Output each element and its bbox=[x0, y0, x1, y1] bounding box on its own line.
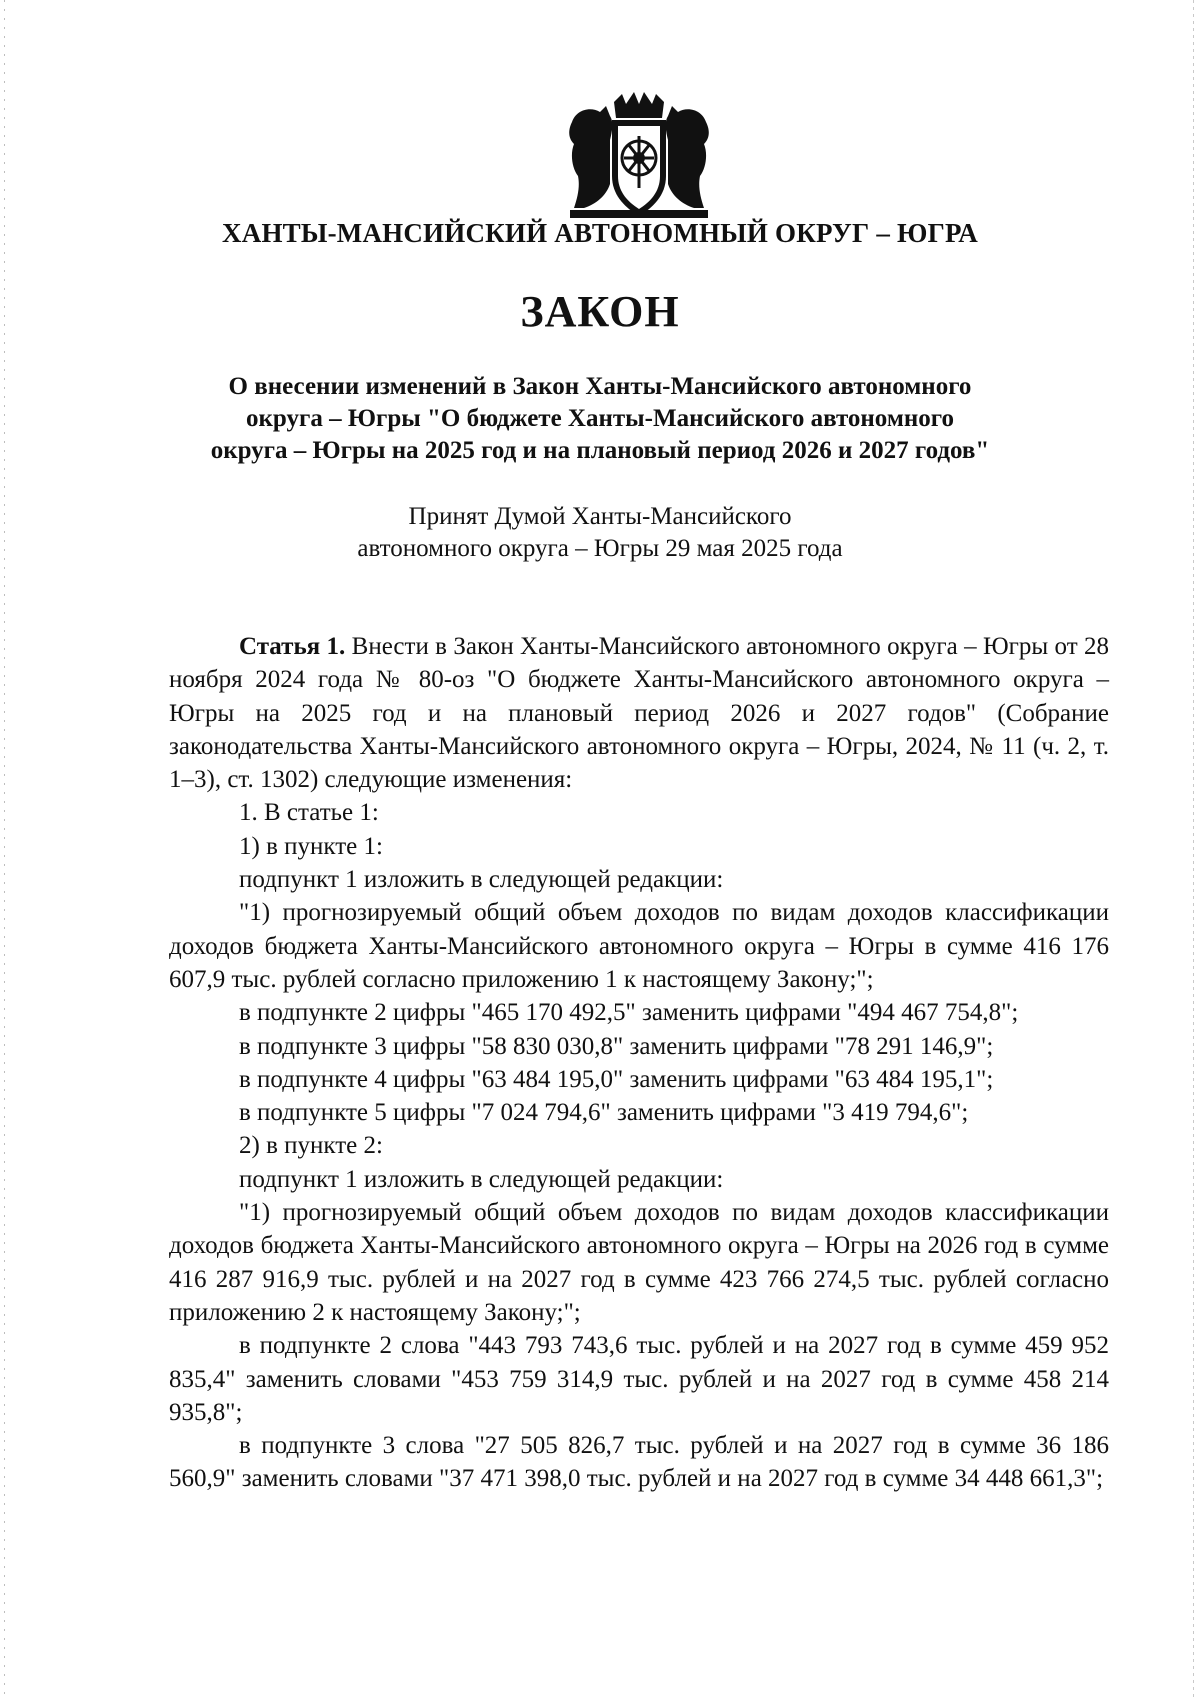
coat-of-arms-emblem bbox=[566, 92, 712, 220]
paragraph: в подпункте 4 цифры "63 484 195,0" заменить цифрами "63 484 195,1"; bbox=[239, 1065, 994, 1093]
paragraph: подпункт 1 изложить в следующей редакции: bbox=[239, 1165, 724, 1193]
article-intro-text: Внести в Закон Ханты-Мансийского автономного округа – Югры от 28 ноября 2024 года № 80-оз "О бюджете Ханты-Мансийского автономного округа – Югры на 2025 год и на плановый период 2026 и 2027 годов" (Собрание законодательства Ханты-Мансийского автономного округа – Югры, 2024, № 11 (ч. 2, т. 1–3), ст. 1302) следующие изменения: bbox=[169, 633, 1109, 794]
article-label: Статья 1. bbox=[239, 633, 346, 660]
scan-edge-left bbox=[4, 0, 5, 1698]
paragraph: 2) в пункте 2: bbox=[239, 1132, 383, 1160]
paragraph: в подпункте 3 слова "27 505 826,7 тыс. рублей и на 2027 год в сумме 36 186 560,9" заменить словами "37 471 398,0 тыс. рублей и на 2027 год в сумме 34 448 661,3"; bbox=[169, 1432, 1109, 1493]
document-type-heading: ЗАКОН bbox=[520, 287, 680, 336]
paragraph: в подпункте 2 цифры "465 170 492,5" заменить цифрами "494 467 754,8"; bbox=[239, 999, 1019, 1027]
paragraph: подпункт 1 изложить в следующей редакции: bbox=[239, 866, 724, 894]
article-1-intro bbox=[169, 630, 1109, 796]
adoption-note-line: Принят Думой Ханты-Мансийского bbox=[408, 503, 792, 530]
law-title-line: округа – Югры на 2025 год и на плановый период 2026 и 2027 годов" bbox=[210, 437, 990, 464]
paragraph: в подпункте 5 цифры "7 024 794,6" заменить цифрами "3 419 794,6"; bbox=[239, 1099, 969, 1127]
law-body bbox=[169, 630, 1109, 1496]
law-title-line: О внесении изменений в Закон Ханты-Мансийского автономного bbox=[228, 373, 972, 400]
scan-edge-right bbox=[1193, 0, 1194, 1698]
paragraph: 1) в пункте 1: bbox=[239, 832, 383, 860]
paragraph: 1. В статье 1: bbox=[239, 799, 379, 827]
adoption-note bbox=[0, 501, 1200, 565]
law-title-line: округа – Югры "О бюджете Ханты-Мансийского автономного bbox=[246, 405, 954, 432]
paragraph: "1) прогнозируемый общий объем доходов по видам доходов классификации доходов бюджета Ханты-Мансийского автономного округа – Югры на 2026 год в сумме 416 287 916,9 тыс. рублей и на 2027 год в сумме 423 766 274,5 тыс. рублей согласно приложению 2 к настоящему Закону;"; bbox=[169, 1199, 1109, 1326]
region-heading: ХАНТЫ-МАНСИЙСКИЙ АВТОНОМНЫЙ ОКРУГ – ЮГРА bbox=[222, 218, 978, 248]
paragraph: в подпункте 3 цифры "58 830 030,8" заменить цифрами "78 291 146,9"; bbox=[239, 1032, 994, 1060]
law-title bbox=[0, 371, 1200, 467]
paragraph: в подпункте 2 слова "443 793 743,6 тыс. рублей и на 2027 год в сумме 459 952 835,4" заменить словами "453 759 314,9 тыс. рублей и на 2027 год в сумме 458 214 935,8"; bbox=[169, 1332, 1109, 1426]
adoption-note-line: автономного округа – Югры 29 мая 2025 года bbox=[357, 535, 843, 562]
paragraph: "1) прогнозируемый общий объем доходов по видам доходов классификации доходов бюджета Ханты-Мансийского автономного округа – Югры в сумме 416 176 607,9 тыс. рублей согласно приложению 1 к настоящему Закону;"; bbox=[169, 899, 1109, 993]
